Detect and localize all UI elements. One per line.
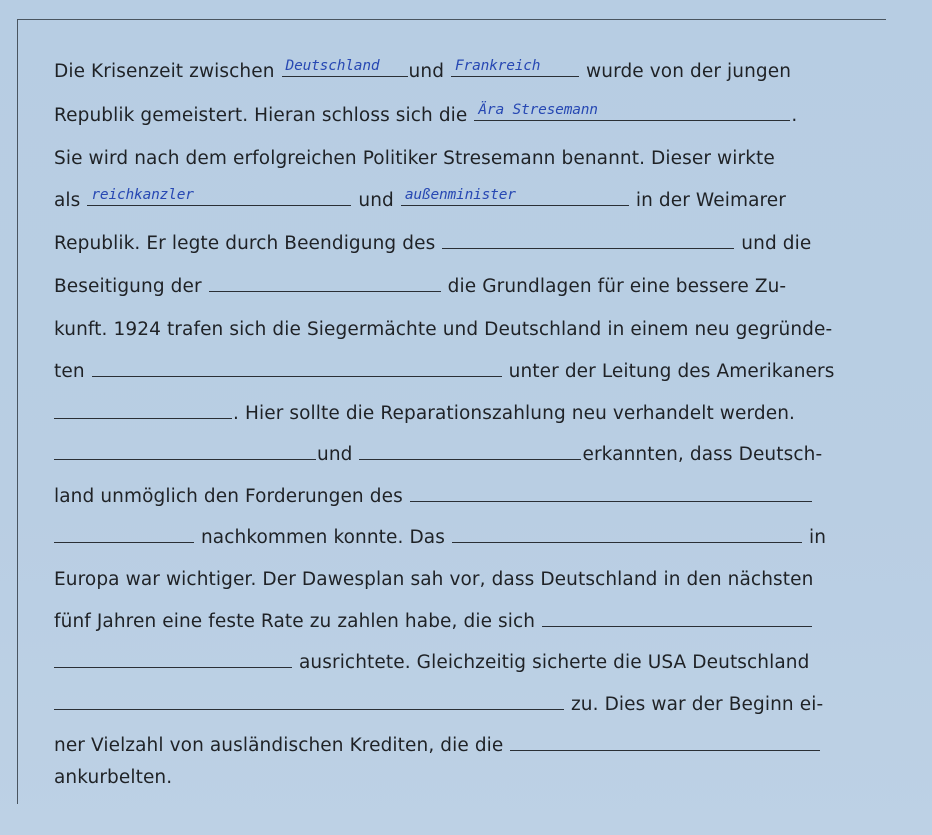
text-line-10 bbox=[54, 443, 862, 467]
text-line-12 bbox=[54, 526, 862, 550]
line-9-text: . Hier sollte die Reparationszahlung neu verhandelt werden. bbox=[233, 403, 796, 424]
text-line-9 bbox=[54, 402, 862, 426]
text-line-14 bbox=[54, 610, 862, 634]
text-line-6 bbox=[54, 275, 862, 299]
line-12-text-b: in bbox=[808, 527, 827, 548]
frame-top-rule bbox=[18, 19, 886, 20]
blank-8[interactable] bbox=[92, 360, 502, 377]
line-5-text-b: und die bbox=[741, 233, 812, 254]
line-12-text-a: nachkommen konnte. Das bbox=[200, 527, 445, 548]
text-line-13 bbox=[54, 568, 862, 592]
line-2-text-a: Republik gemeistert. Hieran schloss sich die bbox=[54, 105, 468, 126]
blank-15[interactable] bbox=[542, 610, 812, 627]
text-line-5 bbox=[54, 232, 862, 256]
blank-11[interactable] bbox=[359, 443, 581, 460]
line-18-text: ankurbelten. bbox=[54, 767, 173, 788]
line-6-text-b: die Grundlagen für eine bessere Zu- bbox=[447, 276, 787, 297]
handwritten-answer-5: außenminister bbox=[404, 187, 516, 203]
line-8-text-a: ten bbox=[54, 361, 85, 382]
frame-left-rule bbox=[17, 19, 18, 804]
blank-7[interactable] bbox=[209, 275, 441, 292]
blank-9[interactable] bbox=[54, 402, 232, 419]
blank-16[interactable] bbox=[54, 651, 292, 668]
line-3-text: Sie wird nach dem erfolgreichen Politiker Stresemann benannt. Dieser wirkte bbox=[54, 148, 775, 169]
text-line-18 bbox=[54, 766, 862, 790]
line-1-text-a: Die Krisenzeit zwischen bbox=[54, 61, 275, 82]
text-line-17 bbox=[54, 734, 862, 758]
line-17-text: ner Vielzahl von ausländischen Krediten, die die bbox=[54, 735, 504, 756]
handwritten-answer-1: Deutschland bbox=[285, 58, 380, 74]
blank-13[interactable] bbox=[54, 526, 194, 543]
line-10-text-a: und bbox=[317, 444, 353, 465]
line-1-text-c: wurde von der jungen bbox=[586, 61, 792, 82]
blank-10[interactable] bbox=[54, 443, 316, 460]
blank-18[interactable] bbox=[510, 734, 820, 751]
text-line-16 bbox=[54, 693, 862, 717]
line-5-text-a: Republik. Er legte durch Beendigung des bbox=[54, 233, 436, 254]
text-line-8 bbox=[54, 360, 862, 384]
text-line-4 bbox=[54, 189, 862, 213]
handwritten-answer-3: Ära Stresemann bbox=[478, 102, 598, 118]
line-13-text: Europa war wichtiger. Der Dawesplan sah vor, dass Deutschland in den nächsten bbox=[54, 569, 814, 590]
line-6-text-a: Beseitigung der bbox=[54, 276, 202, 297]
blank-4[interactable] bbox=[87, 189, 351, 206]
blank-6[interactable] bbox=[442, 232, 734, 249]
line-1-text-b: und bbox=[408, 61, 445, 82]
line-4-text-a: als bbox=[54, 190, 81, 211]
line-16-text: zu. Dies war der Beginn ei- bbox=[570, 694, 824, 715]
line-14-text: fünf Jahren eine feste Rate zu zahlen habe, die sich bbox=[54, 611, 536, 632]
line-11-text: land unmöglich den Forderungen des bbox=[54, 486, 403, 507]
line-15-text: ausrichtete. Gleichzeitig sicherte die USA Deutschland bbox=[298, 652, 810, 673]
text-line-7 bbox=[54, 318, 862, 342]
blank-1[interactable] bbox=[282, 60, 408, 77]
line-7-text: kunft. 1924 trafen sich die Siegermächte und Deutschland in einem neu gegründe- bbox=[54, 319, 833, 340]
text-line-3 bbox=[54, 147, 862, 171]
blank-5[interactable] bbox=[401, 189, 629, 206]
text-line-1 bbox=[54, 60, 862, 84]
blank-17[interactable] bbox=[54, 693, 564, 710]
text-line-11 bbox=[54, 485, 862, 509]
line-10-text-b: erkannten, dass Deutsch- bbox=[582, 444, 823, 465]
line-4-text-b: und bbox=[358, 190, 394, 211]
text-line-2 bbox=[54, 104, 862, 128]
blank-3[interactable] bbox=[474, 104, 790, 121]
line-2-text-b: . bbox=[791, 105, 798, 126]
blank-12[interactable] bbox=[410, 485, 812, 502]
line-8-text-b: unter der Leitung des Amerikaners bbox=[508, 361, 835, 382]
blank-14[interactable] bbox=[452, 526, 802, 543]
handwritten-answer-4: reichkanzler bbox=[91, 187, 194, 203]
blank-2[interactable] bbox=[451, 60, 579, 77]
line-4-text-c: in der Weimarer bbox=[635, 190, 786, 211]
text-line-15 bbox=[54, 651, 862, 675]
handwritten-answer-2: Frankreich bbox=[455, 58, 541, 74]
